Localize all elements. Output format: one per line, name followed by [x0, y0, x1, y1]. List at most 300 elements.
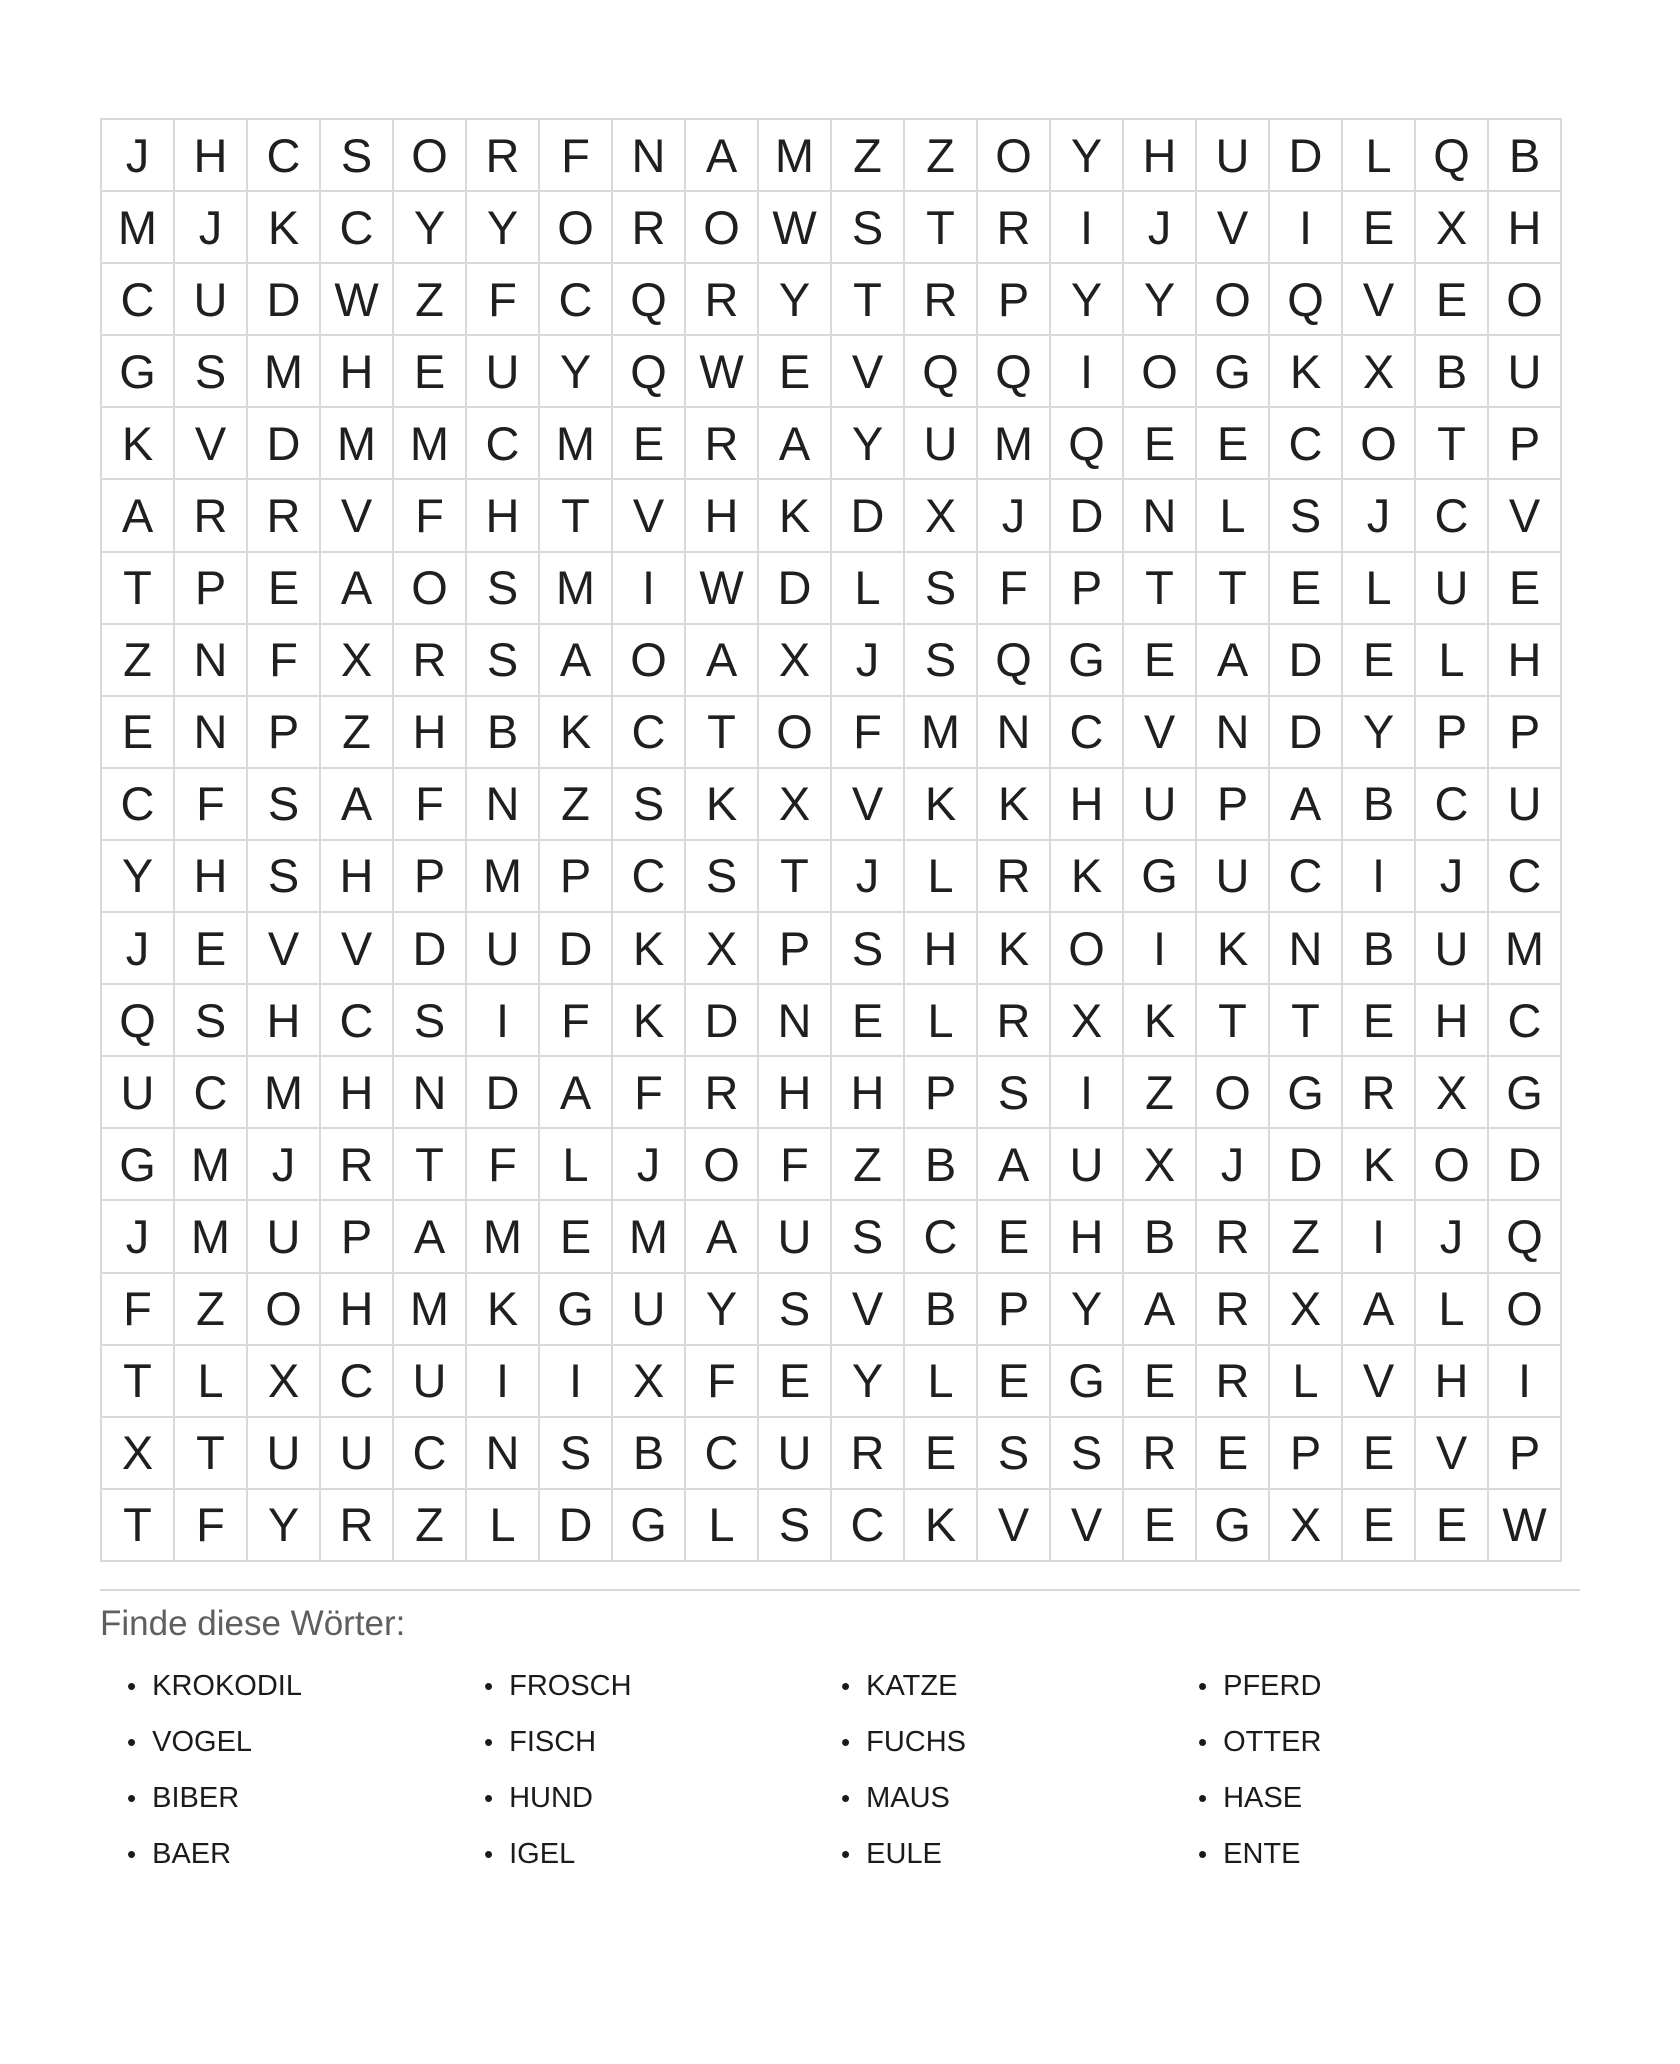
grid-cell-letter: F: [539, 984, 612, 1056]
grid-cell-letter: D: [466, 1056, 539, 1128]
word-label: HUND: [509, 1781, 593, 1814]
bullet-icon: •: [127, 1671, 137, 1701]
grid-cell-letter: D: [539, 1489, 612, 1561]
grid-cell-letter: G: [612, 1489, 685, 1561]
word-list-item: [127, 1826, 484, 1882]
grid-row: [101, 479, 1561, 551]
grid-cell-letter: C: [612, 840, 685, 912]
grid-row: [101, 696, 1561, 768]
grid-cell-letter: K: [977, 912, 1050, 984]
grid-cell-letter: E: [1123, 407, 1196, 479]
bullet-icon: •: [841, 1727, 851, 1757]
grid-cell-letter: M: [247, 335, 320, 407]
word-list-item: [841, 1770, 1198, 1826]
grid-cell-letter: S: [977, 1417, 1050, 1489]
grid-cell-letter: J: [1123, 191, 1196, 263]
bullet-icon: •: [1198, 1839, 1208, 1869]
grid-cell-letter: C: [1415, 768, 1488, 840]
grid-cell-letter: S: [758, 1489, 831, 1561]
grid-cell-letter: R: [685, 1056, 758, 1128]
grid-cell-letter: J: [101, 912, 174, 984]
grid-cell-letter: O: [1196, 263, 1269, 335]
word-list-item: [484, 1770, 841, 1826]
grid-row: [101, 768, 1561, 840]
grid-cell-letter: K: [539, 696, 612, 768]
grid-cell-letter: D: [1050, 479, 1123, 551]
grid-cell-letter: O: [1488, 1273, 1561, 1345]
grid-cell-letter: T: [101, 1489, 174, 1561]
grid-cell-letter: E: [1342, 1489, 1415, 1561]
grid-cell-letter: H: [1415, 984, 1488, 1056]
grid-cell-letter: M: [466, 840, 539, 912]
grid-cell-letter: R: [977, 840, 1050, 912]
grid-cell-letter: K: [1050, 840, 1123, 912]
grid-cell-letter: D: [539, 912, 612, 984]
grid-row: [101, 912, 1561, 984]
grid-cell-letter: Q: [1415, 119, 1488, 191]
grid-cell-letter: M: [977, 407, 1050, 479]
grid-cell-letter: W: [685, 335, 758, 407]
word-list-item: [127, 1714, 484, 1770]
grid-cell-letter: X: [1269, 1489, 1342, 1561]
grid-row: [101, 263, 1561, 335]
grid-cell-letter: A: [320, 552, 393, 624]
grid-cell-letter: S: [831, 1200, 904, 1272]
grid-cell-letter: U: [1488, 335, 1561, 407]
grid-cell-letter: N: [466, 1417, 539, 1489]
grid-cell-letter: Y: [1050, 1273, 1123, 1345]
grid-cell-letter: Z: [1123, 1056, 1196, 1128]
grid-cell-letter: A: [539, 1056, 612, 1128]
grid-cell-letter: U: [466, 335, 539, 407]
grid-cell-letter: E: [1342, 984, 1415, 1056]
word-list-item: [1198, 1714, 1555, 1770]
grid-cell-letter: L: [904, 984, 977, 1056]
grid-cell-letter: M: [539, 552, 612, 624]
grid-cell-letter: F: [393, 768, 466, 840]
grid-cell-letter: K: [612, 984, 685, 1056]
word-search-grid: [100, 118, 1562, 1562]
divider-line: [100, 1589, 1580, 1591]
grid-cell-letter: S: [977, 1056, 1050, 1128]
grid-cell-letter: J: [1196, 1128, 1269, 1200]
grid-cell-letter: T: [101, 552, 174, 624]
grid-cell-letter: T: [393, 1128, 466, 1200]
grid-cell-letter: N: [977, 696, 1050, 768]
grid-cell-letter: R: [1196, 1345, 1269, 1417]
grid-cell-letter: Z: [1269, 1200, 1342, 1272]
grid-cell-letter: R: [831, 1417, 904, 1489]
grid-cell-letter: I: [1342, 840, 1415, 912]
grid-cell-letter: R: [393, 624, 466, 696]
word-label: BAER: [152, 1837, 232, 1870]
grid-cell-letter: E: [1415, 1489, 1488, 1561]
grid-cell-letter: Y: [466, 191, 539, 263]
grid-cell-letter: E: [101, 696, 174, 768]
grid-cell-letter: P: [1050, 552, 1123, 624]
grid-cell-letter: U: [1123, 768, 1196, 840]
grid-cell-letter: E: [612, 407, 685, 479]
grid-cell-letter: Y: [1123, 263, 1196, 335]
grid-cell-letter: K: [1269, 335, 1342, 407]
grid-cell-letter: F: [685, 1345, 758, 1417]
grid-cell-letter: P: [1269, 1417, 1342, 1489]
grid-cell-letter: Y: [539, 335, 612, 407]
grid-cell-letter: D: [758, 552, 831, 624]
grid-cell-letter: P: [174, 552, 247, 624]
grid-cell-letter: L: [831, 552, 904, 624]
grid-cell-letter: D: [831, 479, 904, 551]
grid-cell-letter: R: [174, 479, 247, 551]
grid-cell-letter: P: [320, 1200, 393, 1272]
grid-cell-letter: X: [1269, 1273, 1342, 1345]
grid-cell-letter: I: [1050, 1056, 1123, 1128]
grid-cell-letter: E: [1123, 1489, 1196, 1561]
bullet-icon: •: [484, 1727, 494, 1757]
grid-cell-letter: C: [1415, 479, 1488, 551]
grid-cell-letter: A: [758, 407, 831, 479]
word-list-item: [484, 1714, 841, 1770]
grid-cell-letter: V: [1050, 1489, 1123, 1561]
grid-cell-letter: N: [1196, 696, 1269, 768]
grid-cell-letter: C: [904, 1200, 977, 1272]
grid-cell-letter: B: [904, 1273, 977, 1345]
grid-cell-letter: J: [247, 1128, 320, 1200]
grid-cell-letter: G: [1196, 335, 1269, 407]
grid-cell-letter: C: [1488, 840, 1561, 912]
grid-cell-letter: U: [320, 1417, 393, 1489]
grid-cell-letter: I: [539, 1345, 612, 1417]
grid-row: [101, 1417, 1561, 1489]
grid-cell-letter: H: [1415, 1345, 1488, 1417]
word-list: [127, 1658, 1567, 1882]
grid-cell-letter: O: [1196, 1056, 1269, 1128]
grid-cell-letter: H: [320, 840, 393, 912]
grid-cell-letter: C: [174, 1056, 247, 1128]
grid-cell-letter: Q: [977, 335, 1050, 407]
grid-cell-letter: O: [1123, 335, 1196, 407]
grid-cell-letter: Q: [101, 984, 174, 1056]
word-label: FISCH: [509, 1725, 597, 1758]
grid-row: [101, 1489, 1561, 1561]
grid-cell-letter: Y: [758, 263, 831, 335]
grid-cell-letter: E: [539, 1200, 612, 1272]
grid-cell-letter: W: [320, 263, 393, 335]
grid-cell-letter: Y: [1050, 119, 1123, 191]
grid-cell-letter: P: [1488, 1417, 1561, 1489]
grid-cell-letter: O: [977, 119, 1050, 191]
grid-cell-letter: E: [1488, 552, 1561, 624]
grid-cell-letter: S: [247, 840, 320, 912]
grid-cell-letter: T: [1269, 984, 1342, 1056]
grid-cell-letter: S: [247, 768, 320, 840]
grid-cell-letter: M: [539, 407, 612, 479]
grid-row: [101, 1128, 1561, 1200]
word-label: FROSCH: [509, 1669, 632, 1702]
grid-cell-letter: L: [904, 1345, 977, 1417]
grid-row: [101, 191, 1561, 263]
grid-cell-letter: A: [685, 119, 758, 191]
grid-cell-letter: L: [1415, 1273, 1488, 1345]
grid-cell-letter: W: [758, 191, 831, 263]
grid-cell-letter: V: [1415, 1417, 1488, 1489]
grid-cell-letter: C: [1050, 696, 1123, 768]
grid-cell-letter: N: [1269, 912, 1342, 984]
grid-cell-letter: O: [393, 552, 466, 624]
grid-cell-letter: T: [101, 1345, 174, 1417]
grid-cell-letter: V: [831, 768, 904, 840]
grid-cell-letter: H: [1050, 768, 1123, 840]
grid-cell-letter: B: [1342, 912, 1415, 984]
grid-cell-letter: J: [831, 624, 904, 696]
grid-cell-letter: P: [247, 696, 320, 768]
grid-cell-letter: H: [393, 696, 466, 768]
grid-cell-letter: K: [758, 479, 831, 551]
grid-cell-letter: S: [612, 768, 685, 840]
grid-cell-letter: D: [1269, 696, 1342, 768]
grid-cell-letter: U: [758, 1200, 831, 1272]
grid-cell-letter: X: [685, 912, 758, 984]
grid-cell-letter: L: [1269, 1345, 1342, 1417]
grid-cell-letter: A: [977, 1128, 1050, 1200]
grid-cell-letter: N: [174, 624, 247, 696]
grid-cell-letter: J: [1342, 479, 1415, 551]
grid-cell-letter: C: [247, 119, 320, 191]
grid-cell-letter: C: [393, 1417, 466, 1489]
grid-cell-letter: S: [320, 119, 393, 191]
grid-cell-letter: J: [101, 119, 174, 191]
grid-cell-letter: R: [320, 1128, 393, 1200]
grid-cell-letter: C: [831, 1489, 904, 1561]
grid-cell-letter: V: [1196, 191, 1269, 263]
grid-cell-letter: K: [1196, 912, 1269, 984]
grid-cell-letter: P: [1488, 696, 1561, 768]
grid-cell-letter: F: [247, 624, 320, 696]
grid-cell-letter: K: [612, 912, 685, 984]
grid-cell-letter: R: [977, 984, 1050, 1056]
grid-cell-letter: X: [1415, 191, 1488, 263]
grid-cell-letter: N: [393, 1056, 466, 1128]
grid-cell-letter: E: [1269, 552, 1342, 624]
grid-cell-letter: C: [320, 1345, 393, 1417]
grid-cell-letter: M: [174, 1128, 247, 1200]
word-list-item: [484, 1826, 841, 1882]
grid-cell-letter: R: [904, 263, 977, 335]
grid-cell-letter: K: [466, 1273, 539, 1345]
grid-cell-letter: L: [904, 840, 977, 912]
grid-cell-letter: M: [612, 1200, 685, 1272]
word-label: ENTE: [1223, 1837, 1301, 1870]
bullet-icon: •: [127, 1839, 137, 1869]
grid-cell-letter: S: [466, 552, 539, 624]
grid-cell-letter: A: [1342, 1273, 1415, 1345]
grid-cell-letter: D: [1269, 119, 1342, 191]
grid-cell-letter: O: [758, 696, 831, 768]
grid-cell-letter: U: [758, 1417, 831, 1489]
grid-cell-letter: Z: [174, 1273, 247, 1345]
grid-cell-letter: U: [101, 1056, 174, 1128]
grid-cell-letter: T: [758, 840, 831, 912]
grid-cell-letter: H: [1488, 624, 1561, 696]
grid-cell-letter: R: [685, 407, 758, 479]
word-list-item: [1198, 1658, 1555, 1714]
grid-cell-letter: I: [1488, 1345, 1561, 1417]
grid-cell-letter: E: [831, 984, 904, 1056]
grid-cell-letter: T: [1196, 984, 1269, 1056]
word-list-item: [1198, 1826, 1555, 1882]
grid-cell-letter: M: [393, 1273, 466, 1345]
grid-cell-letter: W: [685, 552, 758, 624]
grid-cell-letter: S: [466, 624, 539, 696]
grid-cell-letter: Y: [831, 1345, 904, 1417]
grid-cell-letter: F: [466, 263, 539, 335]
grid-cell-letter: Q: [1269, 263, 1342, 335]
grid-cell-letter: U: [393, 1345, 466, 1417]
grid-cell-letter: H: [758, 1056, 831, 1128]
grid-cell-letter: K: [904, 1489, 977, 1561]
grid-cell-letter: F: [101, 1273, 174, 1345]
grid-cell-letter: X: [247, 1345, 320, 1417]
grid-cell-letter: V: [612, 479, 685, 551]
grid-cell-letter: D: [1488, 1128, 1561, 1200]
grid-cell-letter: U: [1196, 119, 1269, 191]
grid-cell-letter: G: [1050, 624, 1123, 696]
grid-cell-letter: C: [101, 768, 174, 840]
grid-cell-letter: O: [1415, 1128, 1488, 1200]
grid-cell-letter: Y: [1342, 696, 1415, 768]
grid-cell-letter: E: [1196, 1417, 1269, 1489]
grid-cell-letter: J: [612, 1128, 685, 1200]
grid-cell-letter: B: [904, 1128, 977, 1200]
grid-cell-letter: J: [174, 191, 247, 263]
grid-cell-letter: V: [174, 407, 247, 479]
grid-cell-letter: K: [1123, 984, 1196, 1056]
grid-cell-letter: A: [101, 479, 174, 551]
grid-cell-letter: A: [393, 1200, 466, 1272]
word-label: BIBER: [152, 1781, 240, 1814]
grid-cell-letter: M: [758, 119, 831, 191]
grid-cell-letter: E: [174, 912, 247, 984]
bullet-icon: •: [841, 1839, 851, 1869]
grid-cell-letter: N: [1123, 479, 1196, 551]
grid-cell-letter: V: [977, 1489, 1050, 1561]
grid-cell-letter: M: [393, 407, 466, 479]
grid-cell-letter: G: [1050, 1345, 1123, 1417]
word-label: VOGEL: [152, 1725, 253, 1758]
grid-cell-letter: K: [977, 768, 1050, 840]
grid-row: [101, 552, 1561, 624]
grid-cell-letter: I: [612, 552, 685, 624]
grid-cell-letter: I: [1050, 191, 1123, 263]
grid-cell-letter: T: [174, 1417, 247, 1489]
grid-cell-letter: U: [1050, 1128, 1123, 1200]
grid-cell-letter: U: [466, 912, 539, 984]
grid-cell-letter: B: [466, 696, 539, 768]
grid-cell-letter: D: [247, 407, 320, 479]
grid-cell-letter: E: [977, 1345, 1050, 1417]
grid-cell-letter: O: [1488, 263, 1561, 335]
grid-cell-letter: S: [758, 1273, 831, 1345]
word-label: KATZE: [866, 1669, 958, 1702]
grid-cell-letter: T: [685, 696, 758, 768]
grid-cell-letter: X: [320, 624, 393, 696]
grid-cell-letter: F: [393, 479, 466, 551]
grid-cell-letter: S: [1269, 479, 1342, 551]
grid-cell-letter: C: [685, 1417, 758, 1489]
grid-cell-letter: H: [247, 984, 320, 1056]
grid-cell-letter: U: [904, 407, 977, 479]
grid-cell-letter: N: [612, 119, 685, 191]
word-label: OTTER: [1223, 1725, 1322, 1758]
word-list-item: [127, 1658, 484, 1714]
grid-cell-letter: C: [320, 191, 393, 263]
grid-cell-letter: T: [1196, 552, 1269, 624]
word-label: KROKODIL: [152, 1669, 302, 1702]
grid-cell-letter: E: [247, 552, 320, 624]
grid-cell-letter: L: [466, 1489, 539, 1561]
grid-cell-letter: D: [1269, 1128, 1342, 1200]
bullet-icon: •: [484, 1839, 494, 1869]
grid-cell-letter: Y: [831, 407, 904, 479]
grid-cell-letter: D: [393, 912, 466, 984]
bullet-icon: •: [1198, 1727, 1208, 1757]
grid-cell-letter: N: [466, 768, 539, 840]
grid-cell-letter: C: [320, 984, 393, 1056]
grid-cell-letter: R: [612, 191, 685, 263]
grid-cell-letter: M: [320, 407, 393, 479]
grid-cell-letter: S: [685, 840, 758, 912]
grid-cell-letter: S: [831, 191, 904, 263]
grid-cell-letter: G: [101, 335, 174, 407]
grid-cell-letter: U: [1415, 912, 1488, 984]
grid-cell-letter: O: [685, 191, 758, 263]
grid-cell-letter: R: [1196, 1273, 1269, 1345]
grid-cell-letter: U: [174, 263, 247, 335]
grid-cell-letter: O: [612, 624, 685, 696]
grid-cell-letter: U: [1488, 768, 1561, 840]
grid-cell-letter: L: [1415, 624, 1488, 696]
word-label: HASE: [1223, 1781, 1303, 1814]
grid-cell-letter: Y: [101, 840, 174, 912]
grid-cell-letter: P: [1488, 407, 1561, 479]
grid-cell-letter: Q: [612, 263, 685, 335]
grid-cell-letter: S: [539, 1417, 612, 1489]
grid-cell-letter: V: [1342, 1345, 1415, 1417]
grid-cell-letter: T: [904, 191, 977, 263]
grid-cell-letter: H: [1488, 191, 1561, 263]
grid-cell-letter: H: [320, 1056, 393, 1128]
grid-cell-letter: O: [1342, 407, 1415, 479]
grid-cell-letter: K: [904, 768, 977, 840]
grid-cell-letter: R: [247, 479, 320, 551]
grid-cell-letter: S: [174, 335, 247, 407]
grid-cell-letter: D: [685, 984, 758, 1056]
grid-cell-letter: F: [174, 768, 247, 840]
bullet-icon: •: [1198, 1671, 1208, 1701]
grid-cell-letter: U: [247, 1200, 320, 1272]
grid-cell-letter: Y: [1050, 263, 1123, 335]
word-label: IGEL: [509, 1837, 576, 1870]
grid-cell-letter: R: [685, 263, 758, 335]
grid-cell-letter: M: [466, 1200, 539, 1272]
grid-cell-letter: S: [831, 912, 904, 984]
grid-cell-letter: C: [101, 263, 174, 335]
grid-cell-letter: X: [612, 1345, 685, 1417]
grid-cell-letter: T: [1415, 407, 1488, 479]
grid-cell-letter: G: [1269, 1056, 1342, 1128]
grid-cell-letter: E: [1342, 1417, 1415, 1489]
grid-cell-letter: Q: [977, 624, 1050, 696]
